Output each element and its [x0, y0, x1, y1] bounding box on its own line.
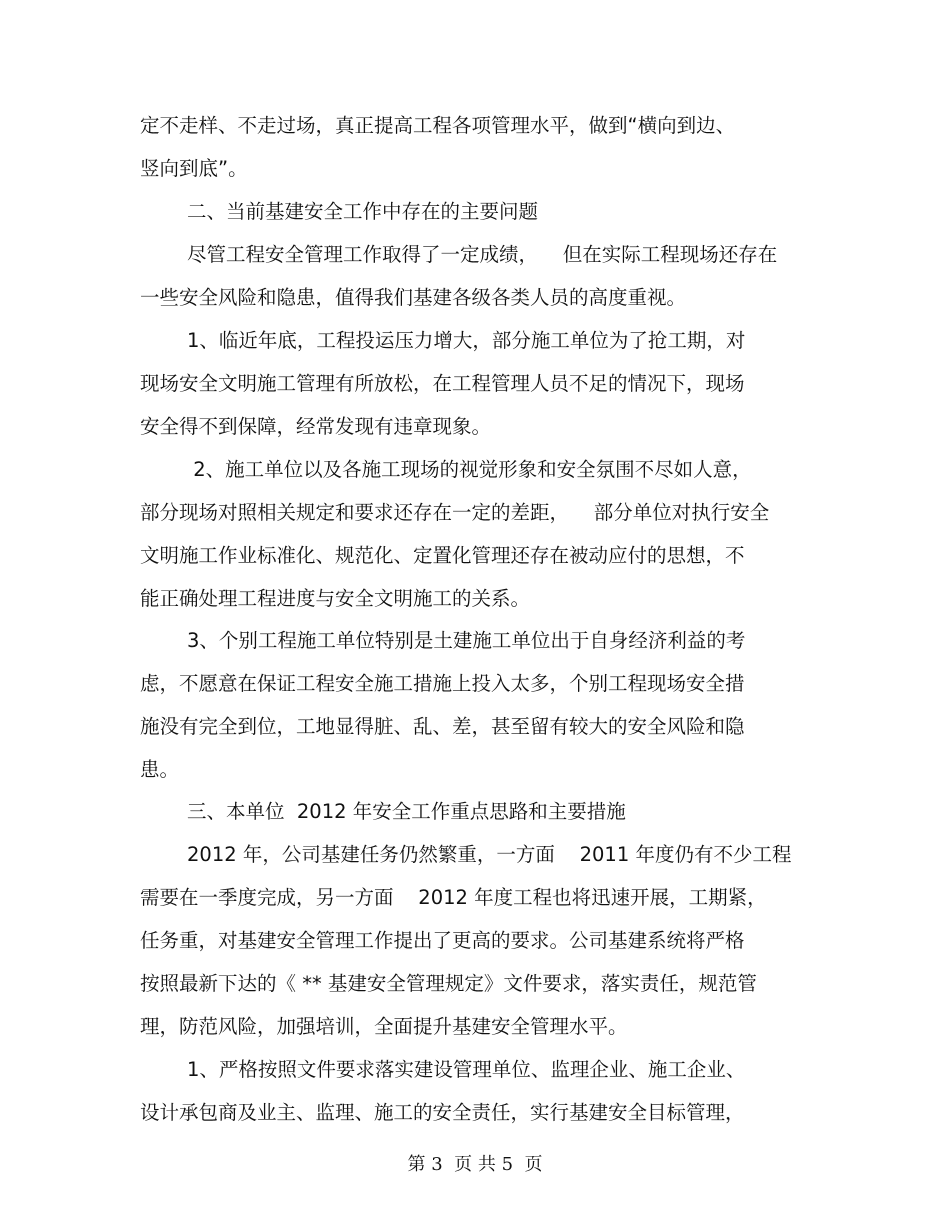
section-heading: 二、当前基建安全工作中存在的主要问题 [187, 200, 539, 223]
section-heading: 三、本单位 2012 年安全工作重点思路和主要措施 [187, 800, 626, 823]
body-text-line: 部分现场对照相关规定和要求还存在一定的差距， 部分单位对执行安全 [140, 501, 770, 524]
body-text-line: 安全得不到保障，经常发现有违章现象。 [140, 415, 492, 438]
body-text-line: 文明施工作业标准化、规范化、定置化管理还存在被动应付的思想，不 [140, 544, 745, 567]
body-text-line: 3、个别工程施工单位特别是土建施工单位出于自身经济利益的考 [187, 629, 746, 652]
body-text-line: 2、施工单位以及各施工现场的视觉形象和安全氛围不尽如人意， [187, 458, 752, 481]
body-text-line: 现场安全文明施工管理有所放松，在工程管理人员不足的情况下，现场 [140, 372, 745, 395]
body-text-line: 能正确处理工程进度与安全文明施工的关系。 [140, 587, 531, 610]
body-text-line: 按照最新下达的《 ** 基建安全管理规定》文件要求，落实责任，规范管 [140, 972, 757, 995]
body-text-line: 理，防范风险，加强培训，全面提升基建安全管理水平。 [140, 1015, 628, 1038]
body-text-line: 1、临近年底，工程投运压力增大，部分施工单位为了抢工期，对 [187, 329, 746, 352]
body-text-line: 定不走样、不走过场，真正提高工程各项管理水平，做到“横向到边、 [140, 114, 736, 137]
body-text-line: 1、严格按照文件要求落实建设管理单位、监理企业、施工企业、 [187, 1058, 746, 1081]
body-text-line: 2012 年，公司基建任务仍然繁重，一方面 2011 年度仍有不少工程 [187, 843, 792, 866]
body-text-line: 竖向到底”。 [140, 157, 248, 180]
body-text-line: 尽管工程安全管理工作取得了一定成绩， 但在实际工程现场还存在 [187, 243, 778, 266]
body-text-line: 一些安全风险和隐患，值得我们基建各级各类人员的高度重视。 [140, 286, 687, 309]
body-text-line: 需要在一季度完成，另一方面 2012 年度工程也将迅速开展，工期紧， [140, 886, 767, 909]
body-text-line: 施没有完全到位，工地显得脏、乱、差，甚至留有较大的安全风险和隐 [140, 715, 745, 738]
body-text-line: 虑，不愿意在保证工程安全施工措施上投入太多，个别工程现场安全措 [140, 672, 745, 695]
body-text-line: 设计承包商及业主、监理、施工的安全责任，实行基建安全目标管理， [140, 1101, 745, 1124]
page-number-footer: 第 3 页 共 5 页 [407, 1154, 543, 1175]
body-text-line: 任务重，对基建安全管理工作提出了更高的要求。公司基建系统将严格 [140, 929, 745, 952]
body-text-line: 患。 [140, 758, 180, 781]
